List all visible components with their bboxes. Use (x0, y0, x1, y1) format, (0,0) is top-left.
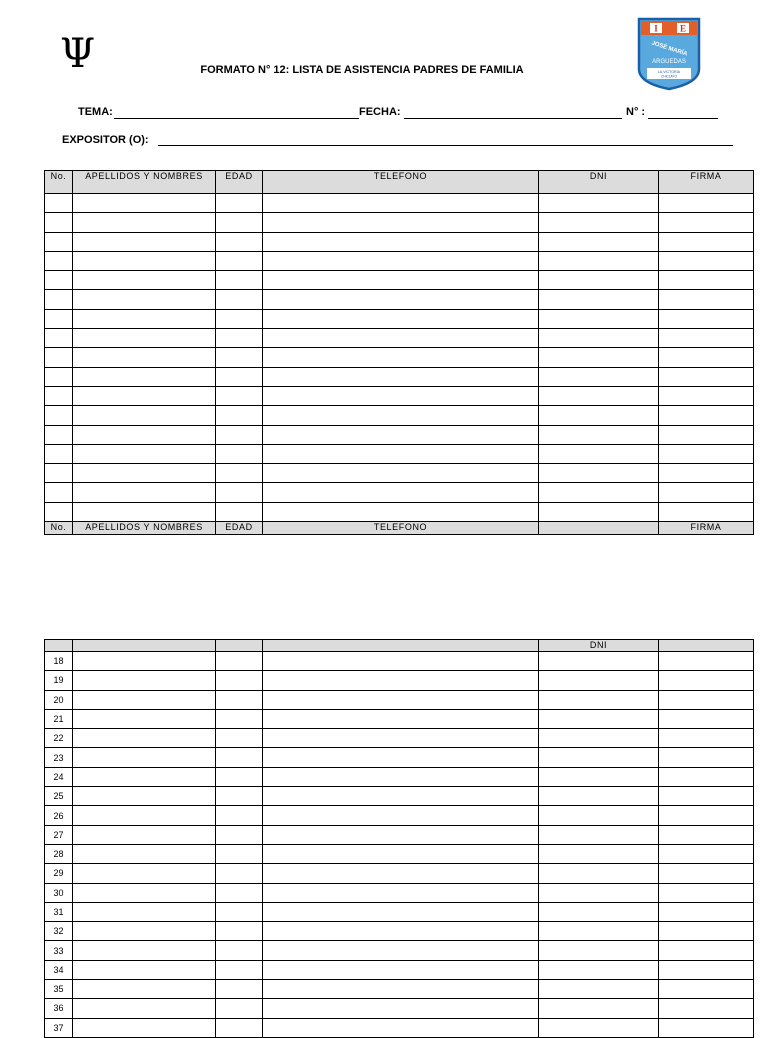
row-number: 29 (45, 864, 73, 883)
cell-signature[interactable] (659, 348, 754, 367)
cell-age[interactable] (216, 232, 263, 251)
table-row (45, 787, 754, 806)
cell-no[interactable] (45, 309, 73, 328)
cell-names[interactable] (73, 787, 216, 806)
logo-name-arc: JOSÉ MARÍA (650, 40, 688, 58)
cell-no[interactable] (45, 386, 73, 405)
col-dni-header: DNI (539, 171, 659, 194)
table-row (45, 980, 754, 999)
cell-names[interactable] (73, 748, 216, 767)
cell-age[interactable] (216, 864, 263, 883)
tema-label: TEMA: (78, 106, 113, 118)
table-row (45, 806, 754, 825)
cell-no[interactable] (45, 464, 73, 483)
table-header-row (45, 171, 754, 194)
cell-signature[interactable] (659, 690, 754, 709)
tema-line[interactable] (114, 118, 359, 119)
cell-dni[interactable] (539, 922, 659, 941)
cell-names[interactable] (73, 483, 216, 502)
cell-age[interactable] (216, 729, 263, 748)
cell-signature[interactable] (659, 464, 754, 483)
cell-signature[interactable] (659, 271, 754, 290)
cell-dni[interactable] (539, 883, 659, 902)
attendance-table-2 (44, 639, 754, 1038)
cell-names[interactable] (73, 386, 216, 405)
table-row (45, 864, 754, 883)
cell-age[interactable] (216, 999, 263, 1018)
cell-age[interactable] (216, 386, 263, 405)
cell-phone[interactable] (263, 367, 539, 386)
col-names-header: APELLIDOS Y NOMBRES (73, 171, 216, 194)
col-names-header: APELLIDOS Y NOMBRES (73, 522, 216, 535)
cell-dni[interactable] (539, 864, 659, 883)
fecha-line[interactable] (404, 118, 622, 119)
cell-phone[interactable] (263, 329, 539, 348)
cell-age[interactable] (216, 902, 263, 921)
cell-signature[interactable] (659, 213, 754, 232)
cell-phone[interactable] (263, 729, 539, 748)
cell-age[interactable] (216, 787, 263, 806)
cell-dni[interactable] (539, 290, 659, 309)
table-row (45, 825, 754, 844)
row-number: 20 (45, 690, 73, 709)
cell-signature[interactable] (659, 883, 754, 902)
table-row (45, 232, 754, 251)
table-row (45, 290, 754, 309)
cell-signature[interactable] (659, 709, 754, 728)
cell-phone[interactable] (263, 787, 539, 806)
table-row (45, 444, 754, 463)
cell-phone[interactable] (263, 464, 539, 483)
cell-age[interactable] (216, 309, 263, 328)
logo-letter-e: E (679, 23, 687, 34)
table-row (45, 960, 754, 979)
cell-age[interactable] (216, 464, 263, 483)
cell-phone[interactable] (263, 960, 539, 979)
cell-no[interactable] (45, 502, 73, 521)
cell-names[interactable] (73, 844, 216, 863)
cell-no[interactable] (45, 406, 73, 425)
cell-names[interactable] (73, 290, 216, 309)
cell-no[interactable] (45, 194, 73, 213)
school-crest-logo (637, 17, 701, 91)
col-phone-header: TELEFONO (263, 522, 539, 535)
cell-dni[interactable] (539, 425, 659, 444)
row-number: 22 (45, 729, 73, 748)
cell-age[interactable] (216, 767, 263, 786)
cell-age[interactable] (216, 844, 263, 863)
cell-dni[interactable] (539, 271, 659, 290)
cell-age[interactable] (216, 290, 263, 309)
row-number: 25 (45, 787, 73, 806)
row-number: 26 (45, 806, 73, 825)
cell-dni[interactable] (539, 194, 659, 213)
cell-phone[interactable] (263, 348, 539, 367)
cell-dni[interactable] (539, 787, 659, 806)
cell-names[interactable] (73, 329, 216, 348)
cell-dni[interactable] (539, 251, 659, 270)
cell-dni[interactable] (539, 1018, 659, 1037)
cell-signature[interactable] (659, 425, 754, 444)
cell-age[interactable] (216, 425, 263, 444)
cell-signature[interactable] (659, 748, 754, 767)
cell-phone[interactable] (263, 483, 539, 502)
cell-phone[interactable] (263, 883, 539, 902)
cell-phone[interactable] (263, 1018, 539, 1037)
table-row (45, 329, 754, 348)
cell-names[interactable] (73, 502, 216, 521)
cell-age[interactable] (216, 748, 263, 767)
cell-signature[interactable] (659, 902, 754, 921)
col-age-header: EDAD (216, 522, 263, 535)
attendance-table-1 (44, 170, 754, 535)
col-dni-header: DNI (539, 640, 659, 652)
row-number: 19 (45, 671, 73, 690)
cell-dni[interactable] (539, 406, 659, 425)
col-phone-header (263, 640, 539, 652)
cell-phone[interactable] (263, 271, 539, 290)
expositor-line[interactable] (158, 145, 733, 146)
cell-phone[interactable] (263, 290, 539, 309)
cell-phone[interactable] (263, 251, 539, 270)
cell-names[interactable] (73, 980, 216, 999)
cell-dni[interactable] (539, 652, 659, 671)
page-title: FORMATO N° 12: LISTA DE ASISTENCIA PADRES DE FAMILIA (200, 64, 524, 76)
cell-signature[interactable] (659, 652, 754, 671)
col-names-header (73, 640, 216, 652)
cell-age[interactable] (216, 806, 263, 825)
cell-names[interactable] (73, 406, 216, 425)
col-signature-header: FIRMA (659, 171, 754, 194)
cell-phone[interactable] (263, 941, 539, 960)
table-row (45, 194, 754, 213)
cell-age[interactable] (216, 922, 263, 941)
cell-no[interactable] (45, 425, 73, 444)
cell-phone[interactable] (263, 806, 539, 825)
cell-signature[interactable] (659, 194, 754, 213)
cell-dni[interactable] (539, 941, 659, 960)
psi-symbol: Ψ (60, 31, 96, 77)
row-number: 32 (45, 922, 73, 941)
row-number: 33 (45, 941, 73, 960)
cell-age[interactable] (216, 367, 263, 386)
table-row (45, 464, 754, 483)
cell-dni[interactable] (539, 386, 659, 405)
cell-age[interactable] (216, 1018, 263, 1037)
cell-phone[interactable] (263, 444, 539, 463)
col-no-header: No. (45, 522, 73, 535)
numero-line[interactable] (648, 118, 718, 119)
cell-age[interactable] (216, 690, 263, 709)
cell-names[interactable] (73, 922, 216, 941)
row-number: 30 (45, 883, 73, 902)
cell-names[interactable] (73, 902, 216, 921)
cell-phone[interactable] (263, 232, 539, 251)
table-row (45, 671, 754, 690)
row-number: 21 (45, 709, 73, 728)
numero-label: N° : (626, 106, 646, 118)
table-row (45, 502, 754, 521)
cell-names[interactable] (73, 444, 216, 463)
cell-no[interactable] (45, 444, 73, 463)
cell-age[interactable] (216, 444, 263, 463)
cell-phone[interactable] (263, 999, 539, 1018)
cell-signature[interactable] (659, 406, 754, 425)
cell-signature[interactable] (659, 1018, 754, 1037)
logo-letter-i: I (654, 23, 658, 34)
cell-signature[interactable] (659, 787, 754, 806)
cell-names[interactable] (73, 806, 216, 825)
col-phone-header: TELEFONO (263, 171, 539, 194)
row-number: 34 (45, 960, 73, 979)
cell-names[interactable] (73, 367, 216, 386)
row-number: 23 (45, 748, 73, 767)
table-row (45, 425, 754, 444)
logo-name: ARGUEDAS (652, 59, 686, 65)
table-row (45, 941, 754, 960)
cell-dni[interactable] (539, 502, 659, 521)
cell-signature[interactable] (659, 671, 754, 690)
col-age-header (216, 640, 263, 652)
table-row (45, 309, 754, 328)
table-row (45, 767, 754, 786)
table-row (45, 386, 754, 405)
cell-names[interactable] (73, 671, 216, 690)
cell-signature[interactable] (659, 290, 754, 309)
cell-phone[interactable] (263, 980, 539, 999)
cell-no[interactable] (45, 271, 73, 290)
cell-age[interactable] (216, 329, 263, 348)
cell-names[interactable] (73, 464, 216, 483)
cell-signature[interactable] (659, 941, 754, 960)
cell-dni[interactable] (539, 367, 659, 386)
cell-dni[interactable] (539, 444, 659, 463)
cell-no[interactable] (45, 483, 73, 502)
cell-dni[interactable] (539, 232, 659, 251)
cell-dni[interactable] (539, 960, 659, 979)
cell-age[interactable] (216, 483, 263, 502)
cell-no[interactable] (45, 367, 73, 386)
cell-dni[interactable] (539, 348, 659, 367)
table-row (45, 883, 754, 902)
table-row (45, 213, 754, 232)
cell-age[interactable] (216, 194, 263, 213)
cell-names[interactable] (73, 690, 216, 709)
cell-phone[interactable] (263, 425, 539, 444)
col-dni-header (539, 522, 659, 535)
cell-dni[interactable] (539, 825, 659, 844)
table-row (45, 652, 754, 671)
cell-dni[interactable] (539, 213, 659, 232)
cell-names[interactable] (73, 729, 216, 748)
cell-signature[interactable] (659, 999, 754, 1018)
cell-dni[interactable] (539, 690, 659, 709)
cell-dni[interactable] (539, 844, 659, 863)
cell-no[interactable] (45, 213, 73, 232)
fecha-label: FECHA: (359, 106, 401, 118)
cell-names[interactable] (73, 251, 216, 270)
cell-signature[interactable] (659, 844, 754, 863)
cell-names[interactable] (73, 348, 216, 367)
cell-names[interactable] (73, 194, 216, 213)
row-number: 36 (45, 999, 73, 1018)
table-row (45, 367, 754, 386)
table-row (45, 348, 754, 367)
cell-phone[interactable] (263, 406, 539, 425)
row-number: 35 (45, 980, 73, 999)
expositor-label: EXPOSITOR (O): (62, 134, 149, 146)
cell-phone[interactable] (263, 652, 539, 671)
cell-dni[interactable] (539, 329, 659, 348)
row-number: 27 (45, 825, 73, 844)
cell-dni[interactable] (539, 980, 659, 999)
cell-signature[interactable] (659, 729, 754, 748)
cell-dni[interactable] (539, 748, 659, 767)
table-row (45, 709, 754, 728)
cell-phone[interactable] (263, 671, 539, 690)
cell-names[interactable] (73, 960, 216, 979)
cell-signature[interactable] (659, 329, 754, 348)
cell-phone[interactable] (263, 309, 539, 328)
cell-names[interactable] (73, 213, 216, 232)
cell-dni[interactable] (539, 806, 659, 825)
cell-age[interactable] (216, 883, 263, 902)
cell-names[interactable] (73, 232, 216, 251)
cell-dni[interactable] (539, 464, 659, 483)
table-row (45, 729, 754, 748)
cell-age[interactable] (216, 348, 263, 367)
cell-names[interactable] (73, 941, 216, 960)
cell-names[interactable] (73, 1018, 216, 1037)
cell-age[interactable] (216, 251, 263, 270)
cell-signature[interactable] (659, 483, 754, 502)
row-number: 24 (45, 767, 73, 786)
table-row (45, 844, 754, 863)
cell-phone[interactable] (263, 502, 539, 521)
cell-signature[interactable] (659, 825, 754, 844)
col-signature-header: FIRMA (659, 522, 754, 535)
cell-no[interactable] (45, 290, 73, 309)
cell-dni[interactable] (539, 902, 659, 921)
table-row (45, 406, 754, 425)
cell-names[interactable] (73, 652, 216, 671)
cell-names[interactable] (73, 309, 216, 328)
cell-names[interactable] (73, 883, 216, 902)
cell-dni[interactable] (539, 709, 659, 728)
cell-signature[interactable] (659, 251, 754, 270)
cell-no[interactable] (45, 348, 73, 367)
cell-signature[interactable] (659, 444, 754, 463)
table-row (45, 999, 754, 1018)
logo-place-2: CHICLAYO (660, 74, 678, 79)
cell-phone[interactable] (263, 902, 539, 921)
cell-signature[interactable] (659, 502, 754, 521)
row-number: 18 (45, 652, 73, 671)
cell-age[interactable] (216, 213, 263, 232)
cell-signature[interactable] (659, 767, 754, 786)
cell-signature[interactable] (659, 309, 754, 328)
col-age-header: EDAD (216, 171, 263, 194)
cell-age[interactable] (216, 980, 263, 999)
cell-names[interactable] (73, 999, 216, 1018)
cell-signature[interactable] (659, 232, 754, 251)
col-no-header (45, 640, 73, 652)
logo-place-1: LA VICTORIA (657, 70, 681, 74)
cell-signature[interactable] (659, 980, 754, 999)
cell-no[interactable] (45, 232, 73, 251)
cell-names[interactable] (73, 825, 216, 844)
row-number: 37 (45, 1018, 73, 1037)
table-row (45, 690, 754, 709)
cell-age[interactable] (216, 502, 263, 521)
table-header-row (45, 640, 754, 652)
cell-dni[interactable] (539, 767, 659, 786)
cell-phone[interactable] (263, 844, 539, 863)
cell-dni[interactable] (539, 729, 659, 748)
table-row (45, 922, 754, 941)
table-row (45, 902, 754, 921)
cell-phone[interactable] (263, 825, 539, 844)
table-row (45, 251, 754, 270)
cell-age[interactable] (216, 709, 263, 728)
cell-names[interactable] (73, 425, 216, 444)
cell-dni[interactable] (539, 483, 659, 502)
cell-signature[interactable] (659, 806, 754, 825)
col-signature-header (659, 640, 754, 652)
table-row (45, 271, 754, 290)
cell-names[interactable] (73, 271, 216, 290)
cell-signature[interactable] (659, 864, 754, 883)
table-footer-header-row (45, 522, 754, 535)
cell-phone[interactable] (263, 767, 539, 786)
cell-signature[interactable] (659, 386, 754, 405)
cell-signature[interactable] (659, 960, 754, 979)
table-row (45, 748, 754, 767)
cell-no[interactable] (45, 329, 73, 348)
cell-names[interactable] (73, 767, 216, 786)
cell-age[interactable] (216, 825, 263, 844)
table-row (45, 483, 754, 502)
cell-phone[interactable] (263, 709, 539, 728)
cell-age[interactable] (216, 406, 263, 425)
cell-no[interactable] (45, 251, 73, 270)
cell-age[interactable] (216, 941, 263, 960)
cell-phone[interactable] (263, 386, 539, 405)
cell-phone[interactable] (263, 690, 539, 709)
cell-age[interactable] (216, 271, 263, 290)
cell-phone[interactable] (263, 213, 539, 232)
cell-phone[interactable] (263, 864, 539, 883)
cell-age[interactable] (216, 960, 263, 979)
cell-names[interactable] (73, 709, 216, 728)
row-number: 31 (45, 902, 73, 921)
cell-phone[interactable] (263, 922, 539, 941)
cell-dni[interactable] (539, 999, 659, 1018)
row-number: 28 (45, 844, 73, 863)
col-no-header: No. (45, 171, 73, 194)
cell-age[interactable] (216, 652, 263, 671)
cell-dni[interactable] (539, 309, 659, 328)
cell-signature[interactable] (659, 922, 754, 941)
cell-phone[interactable] (263, 748, 539, 767)
cell-signature[interactable] (659, 367, 754, 386)
cell-phone[interactable] (263, 194, 539, 213)
table-row (45, 1018, 754, 1037)
cell-names[interactable] (73, 864, 216, 883)
cell-dni[interactable] (539, 671, 659, 690)
cell-age[interactable] (216, 671, 263, 690)
